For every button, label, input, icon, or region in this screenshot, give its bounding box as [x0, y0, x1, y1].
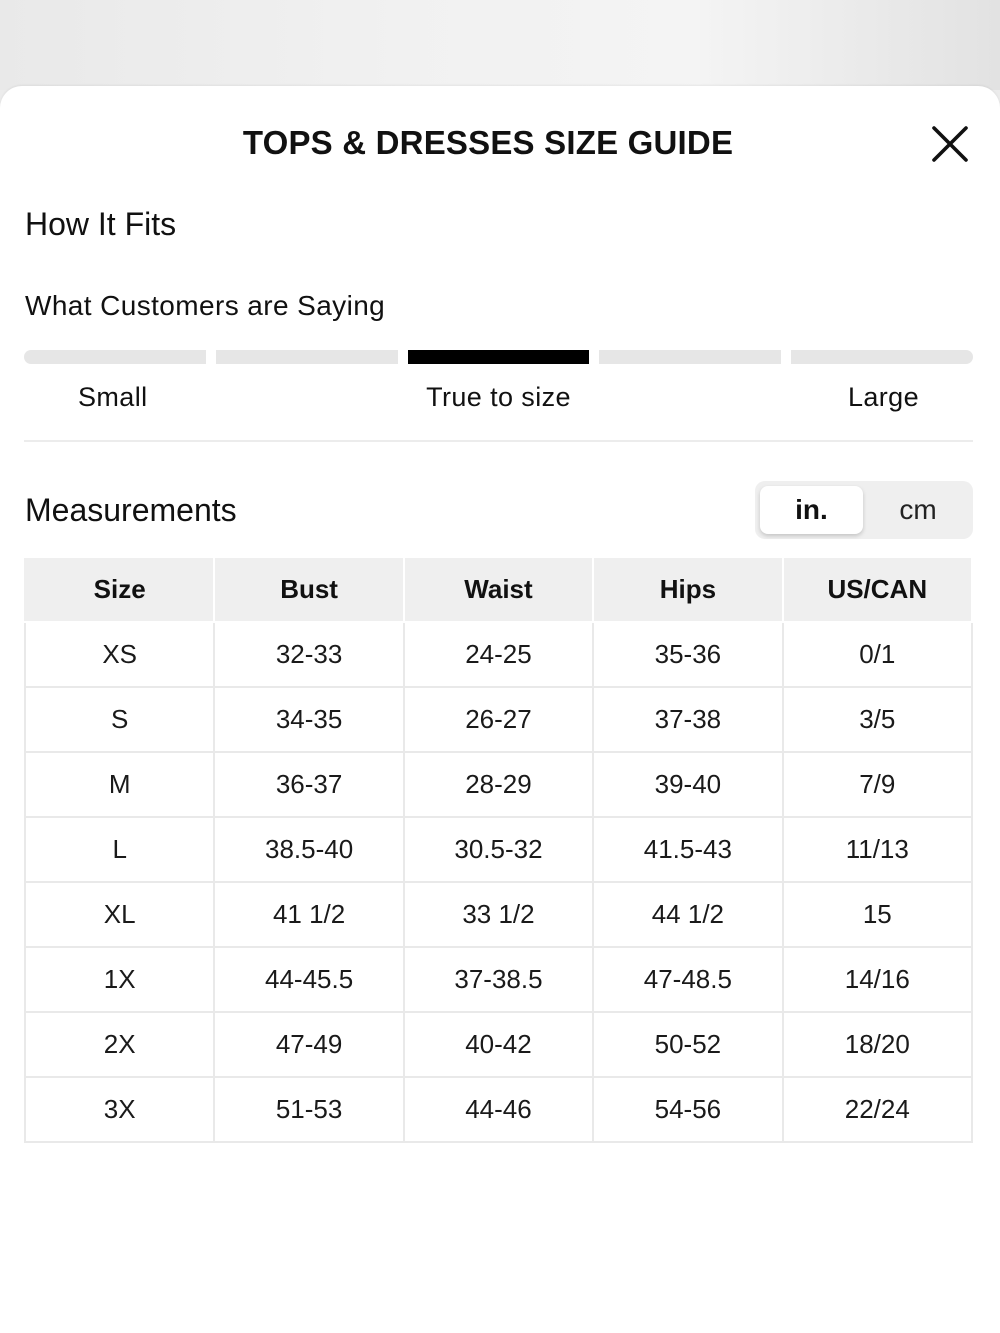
table-header-row	[25, 557, 972, 622]
fit-scale	[24, 350, 973, 364]
sheet-title: TOPS & DRESSES SIZE GUIDE	[242, 124, 734, 161]
cell-hips: 44 1/2	[593, 882, 782, 947]
table-row	[25, 687, 972, 752]
cell-us-can: 3/5	[783, 687, 972, 752]
cell-us-can: 0/1	[783, 622, 972, 687]
cell-us-can: 18/20	[783, 1012, 972, 1077]
page-backdrop	[0, 0, 1000, 90]
column-header-size: Size	[25, 557, 214, 622]
cell-size: S	[25, 687, 214, 752]
cell-hips: 35-36	[593, 622, 782, 687]
cell-bust: 38.5-40	[214, 817, 403, 882]
cell-waist: 26-27	[404, 687, 593, 752]
column-header-hips: Hips	[593, 557, 782, 622]
cell-waist: 33 1/2	[404, 882, 593, 947]
fit-label-small: Small	[78, 382, 148, 412]
cell-waist: 28-29	[404, 752, 593, 817]
section-divider	[24, 440, 973, 442]
cell-waist: 40-42	[404, 1012, 593, 1077]
size-table	[24, 556, 973, 1143]
cell-us-can: 15	[783, 882, 972, 947]
column-header-us-can: US/CAN	[783, 557, 972, 622]
table-row	[25, 1077, 972, 1142]
cell-waist: 30.5-32	[404, 817, 593, 882]
cell-waist: 44-46	[404, 1077, 593, 1142]
cell-bust: 51-53	[214, 1077, 403, 1142]
cell-size: L	[25, 817, 214, 882]
cell-us-can: 7/9	[783, 752, 972, 817]
cell-hips: 41.5-43	[593, 817, 782, 882]
unit-toggle	[755, 481, 973, 539]
unit-cm-button[interactable]: cm	[899, 494, 937, 525]
table-row	[25, 817, 972, 882]
cell-hips: 39-40	[593, 752, 782, 817]
column-header-waist: Waist	[404, 557, 593, 622]
fit-labels	[24, 382, 973, 416]
unit-inches-button[interactable]: in.	[760, 486, 863, 534]
fit-segment	[791, 350, 973, 364]
cell-bust: 36-37	[214, 752, 403, 817]
table-row	[25, 622, 972, 687]
fit-label-true-to-size: True to size	[426, 382, 571, 412]
cell-size: M	[25, 752, 214, 817]
fit-segment-active	[408, 350, 590, 364]
cell-hips: 54-56	[593, 1077, 782, 1142]
column-header-bust: Bust	[214, 557, 403, 622]
table-row	[25, 947, 972, 1012]
measurements-heading: Measurements	[25, 492, 237, 528]
customers-saying-subheading: What Customers are Saying	[25, 290, 386, 321]
cell-bust: 44-45.5	[214, 947, 403, 1012]
cell-waist: 24-25	[404, 622, 593, 687]
cell-us-can: 22/24	[783, 1077, 972, 1142]
fit-segment	[599, 350, 781, 364]
table-row	[25, 1012, 972, 1077]
close-icon	[928, 122, 972, 166]
table-row	[25, 752, 972, 817]
cell-hips: 47-48.5	[593, 947, 782, 1012]
cell-size: 3X	[25, 1077, 214, 1142]
cell-bust: 47-49	[214, 1012, 403, 1077]
cell-us-can: 14/16	[783, 947, 972, 1012]
cell-size: XS	[25, 622, 214, 687]
cell-bust: 34-35	[214, 687, 403, 752]
cell-hips: 50-52	[593, 1012, 782, 1077]
fit-segment	[24, 350, 206, 364]
fit-segment	[216, 350, 398, 364]
cell-size: 2X	[25, 1012, 214, 1077]
cell-us-can: 11/13	[783, 817, 972, 882]
cell-bust: 32-33	[214, 622, 403, 687]
cell-bust: 41 1/2	[214, 882, 403, 947]
cell-size: 1X	[25, 947, 214, 1012]
cell-hips: 37-38	[593, 687, 782, 752]
fit-label-large: Large	[847, 382, 919, 412]
close-button[interactable]	[928, 122, 972, 166]
cell-size: XL	[25, 882, 214, 947]
table-row	[25, 882, 972, 947]
cell-waist: 37-38.5	[404, 947, 593, 1012]
size-guide-sheet	[0, 86, 1000, 1333]
how-it-fits-heading: How It Fits	[25, 206, 177, 242]
